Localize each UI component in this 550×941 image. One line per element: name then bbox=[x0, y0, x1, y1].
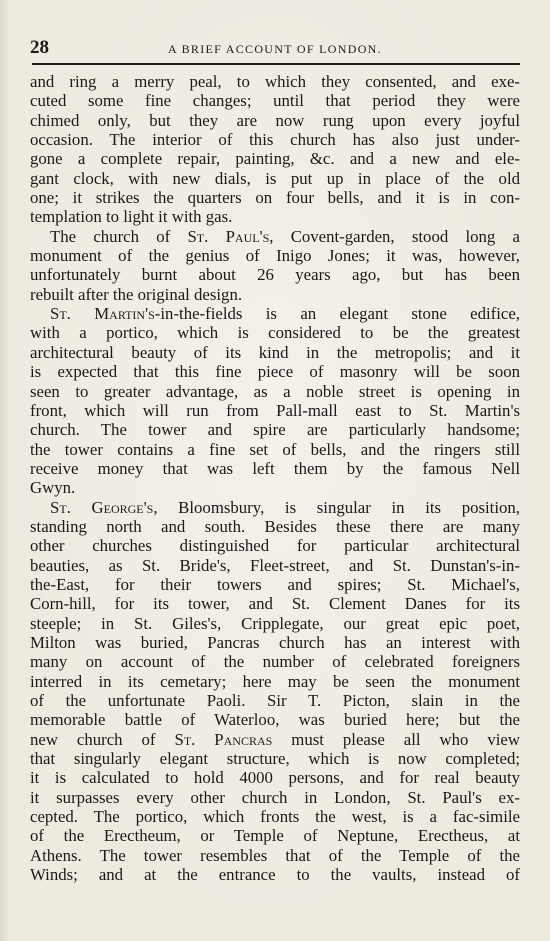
text-line-content: gone a complete repair, painting, &c. and a new and ele- bbox=[30, 149, 520, 169]
text-line bbox=[30, 111, 520, 130]
church-name: St. Martin's bbox=[50, 304, 155, 324]
text-line-content: is expected that this fine piece of masonry will be soon bbox=[30, 362, 520, 382]
text-line-content: Corn-hill, for its tower, and St. Clement Danes for its bbox=[30, 594, 520, 614]
header-rule bbox=[32, 63, 520, 65]
running-title: A BRIEF ACCOUNT OF LONDON. bbox=[168, 42, 382, 56]
text-line bbox=[30, 846, 520, 865]
text-line-content: one; it strikes the quarters on four bells, and it is in con- bbox=[30, 188, 520, 208]
text-line-content: receive money that was left them by the famous Nell bbox=[30, 458, 520, 478]
text-line-content: Athens. The tower resembles that of the Temple of the bbox=[30, 845, 520, 865]
text-line bbox=[30, 285, 520, 304]
page-header bbox=[30, 38, 520, 58]
text-line bbox=[30, 72, 520, 91]
text-line-content: Gwyn. bbox=[30, 478, 76, 498]
text-line-content: with a portico, which is considered to be the greatest bbox=[30, 323, 520, 343]
text-line bbox=[30, 362, 520, 381]
text-line bbox=[30, 149, 520, 168]
text-line-prefix: The church of bbox=[50, 226, 188, 246]
text-line bbox=[30, 594, 520, 613]
text-line-content: must please all who view bbox=[272, 729, 520, 749]
text-line-content: occasion. The interior of this church has also just under- bbox=[30, 130, 520, 150]
text-line-content: cuted some fine changes; until that period they were bbox=[30, 91, 520, 111]
text-line-content: of the unfortunate Paoli. Sir T. Picton, slain in the bbox=[30, 691, 520, 710]
text-line-content: Winds; and at the entrance to the vaults, instead of bbox=[30, 865, 520, 885]
text-line bbox=[30, 652, 520, 671]
text-line bbox=[30, 227, 520, 246]
text-line-content: interred in its cemetary; here may be seen the monument bbox=[30, 671, 520, 691]
text-line-content: steeple; in St. Giles's, Cripplegate, our great epic poet, bbox=[30, 613, 520, 633]
text-line bbox=[30, 265, 520, 284]
text-line bbox=[30, 304, 520, 323]
text-line-content: of the Erectheum, or Temple of Neptune, Erectheus, at bbox=[30, 826, 520, 846]
text-line bbox=[30, 207, 520, 226]
text-line-content: it is calculated to hold 4000 persons, and for real beauty bbox=[30, 768, 520, 788]
text-line bbox=[30, 323, 520, 342]
text-line bbox=[30, 710, 520, 729]
text-line bbox=[30, 575, 520, 594]
text-line-content: -in-the-fields is an elegant stone edifice, bbox=[154, 304, 520, 324]
text-line-content: , Bloomsbury, is singular in its position, bbox=[153, 497, 520, 517]
text-line bbox=[30, 749, 520, 768]
text-line bbox=[30, 459, 520, 478]
text-line bbox=[30, 420, 520, 439]
text-line bbox=[30, 478, 520, 497]
text-line bbox=[30, 614, 520, 633]
text-line-content: front, which will run from Pall-mall east to St. Martin's bbox=[30, 400, 520, 420]
text-line bbox=[30, 768, 520, 787]
text-line bbox=[30, 826, 520, 845]
text-line-content: standing north and south. Besides these there are many bbox=[30, 516, 520, 536]
church-name: St. Paul's bbox=[187, 226, 270, 246]
church-name: St. George's bbox=[50, 497, 154, 517]
text-line-content: gant clock, with new dials, is put up in place of the old bbox=[30, 168, 520, 188]
text-line-content: rebuilt after the original design. bbox=[30, 284, 243, 304]
text-line bbox=[30, 440, 520, 459]
text-line bbox=[30, 169, 520, 188]
text-line bbox=[30, 730, 520, 749]
text-line-content: chimed only, but they are now rung upon every joyful bbox=[30, 110, 520, 130]
text-line bbox=[30, 401, 520, 420]
text-line-content: it surpasses every other church in London, St. Paul's ex- bbox=[30, 787, 520, 807]
text-line-content: monument of the genius of Inigo Jones; it was, however, bbox=[30, 246, 520, 266]
text-line bbox=[30, 517, 520, 536]
text-line-content: and ring a merry peal, to which they consented, and exe- bbox=[30, 72, 520, 91]
text-line-content: cepted. The portico, which fronts the west, is a fac-simile bbox=[30, 807, 520, 827]
text-line-content: seen to greater advantage, as a noble street is opening in bbox=[30, 381, 520, 401]
text-line-content: architectural beauty of its kind in the metropolis; and it bbox=[30, 342, 520, 362]
text-line-content: the tower contains a fine set of bells, and the ringers still bbox=[30, 439, 520, 459]
text-line-content: many on account of the number of celebrated foreigners bbox=[30, 652, 520, 672]
church-name: St. Pancras bbox=[174, 729, 273, 749]
text-line-content: church. The tower and spire are particularly handsome; bbox=[30, 420, 520, 440]
text-line bbox=[30, 130, 520, 149]
text-line bbox=[30, 556, 520, 575]
text-line-content: that singularly elegant structure, which is now completed; bbox=[30, 749, 520, 769]
text-line bbox=[30, 382, 520, 401]
text-line-content: memorable battle of Waterloo, was buried here; but the bbox=[30, 710, 520, 730]
text-line bbox=[30, 246, 520, 265]
text-line bbox=[30, 691, 520, 710]
text-line-content: unfortunately burnt about 26 years ago, but has been bbox=[30, 265, 520, 285]
text-line-content: beauties, as St. Bride's, Fleet-street, and St. Dunstan's-in- bbox=[30, 555, 520, 575]
text-line-content: , Covent-garden, stood long a bbox=[269, 226, 520, 246]
text-line-content: the-East, for their towers and spires; St. Michael's, bbox=[30, 574, 520, 594]
text-line bbox=[30, 788, 520, 807]
body-text bbox=[30, 72, 520, 884]
text-line bbox=[30, 91, 520, 110]
text-line bbox=[30, 343, 520, 362]
text-line bbox=[30, 188, 520, 207]
text-line bbox=[30, 672, 520, 691]
text-line-prefix: new church of bbox=[30, 729, 175, 749]
text-line bbox=[30, 865, 520, 884]
text-line bbox=[30, 536, 520, 555]
page-number: 28 bbox=[30, 37, 49, 58]
text-line bbox=[30, 498, 520, 517]
text-line-content: templation to light it with gas. bbox=[30, 207, 233, 227]
text-line bbox=[30, 633, 520, 652]
text-line bbox=[30, 807, 520, 826]
text-line-content: other churches distinguished for particular architectural bbox=[30, 536, 520, 556]
text-line-content: Milton was buried, Pancras church has an interest with bbox=[30, 632, 520, 652]
